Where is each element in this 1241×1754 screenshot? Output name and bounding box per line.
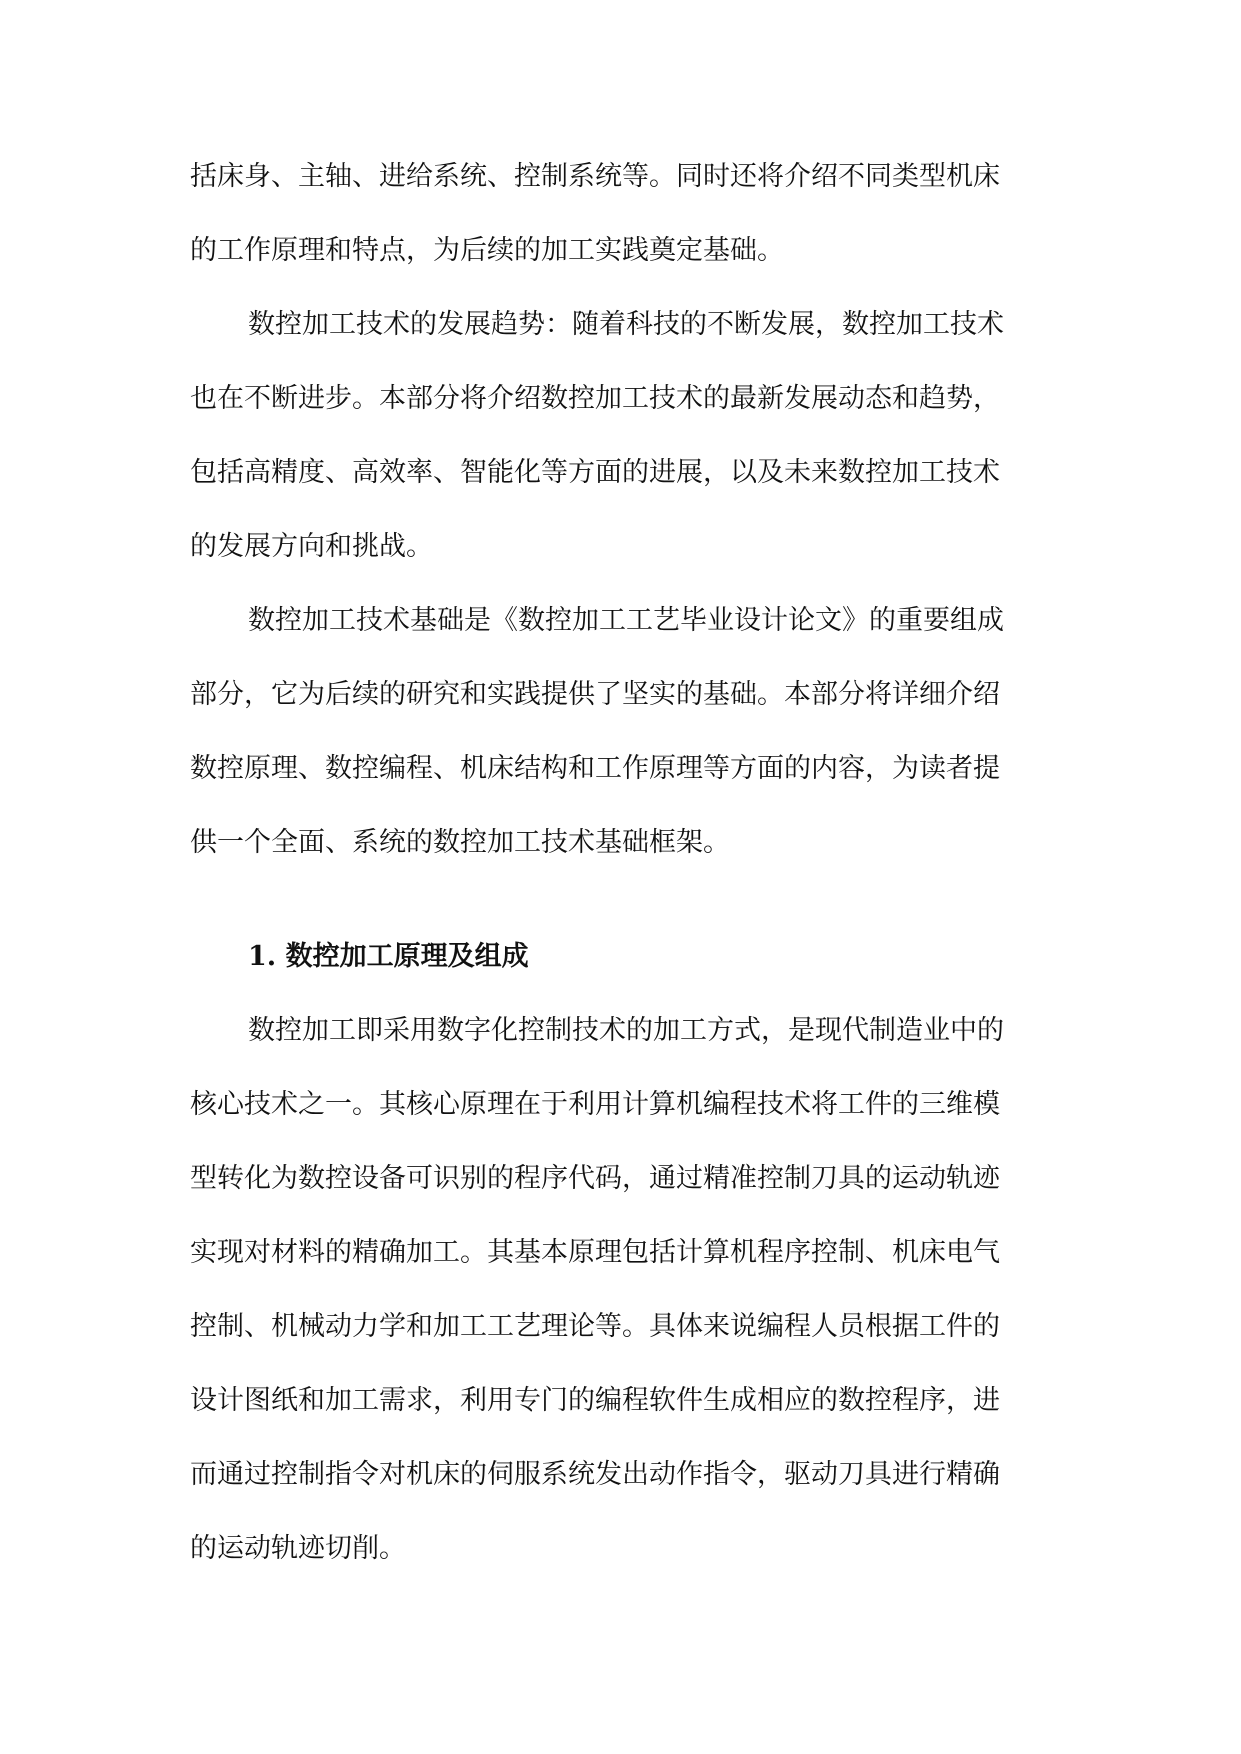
section-heading: 1. 数控加工原理及组成: [248, 941, 529, 972]
text-line: 数控加工即采用数字化控制技术的加工方式，是现代制造业中的: [248, 1015, 1004, 1046]
text-line: 也在不断进步。本部分将介绍数控加工技术的最新发展动态和趋势，: [190, 383, 1000, 414]
text-line: 核心技术之一。其核心原理在于利用计算机编程技术将工件的三维模: [190, 1089, 1000, 1120]
text-line: 括床身、主轴、进给系统、控制系统等。同时还将介绍不同类型机床: [190, 161, 1000, 192]
section-paragraph: [190, 994, 1052, 1586]
text-line: 实现对材料的精确加工。其基本原理包括计算机程序控制、机床电气: [190, 1237, 1000, 1268]
text-line: 型转化为数控设备可识别的程序代码，通过精准控制刀具的运动轨迹: [190, 1163, 1000, 1194]
text-line: 供一个全面、系统的数控加工技术基础框架。: [190, 827, 730, 858]
text-line: 的发展方向和挑战。: [190, 531, 433, 562]
paragraph-1: [190, 140, 1052, 288]
text-line: 控制、机械动力学和加工工艺理论等。具体来说编程人员根据工件的: [190, 1311, 1000, 1342]
text-line: 而通过控制指令对机床的伺服系统发出动作指令，驱动刀具进行精确: [190, 1459, 1000, 1490]
text-line: 部分，它为后续的研究和实践提供了坚实的基础。本部分将详细介绍: [190, 679, 1000, 710]
text-line: 数控加工技术基础是《数控加工工艺毕业设计论文》的重要组成: [248, 605, 1004, 636]
paragraph-3: [190, 584, 1052, 880]
text-line: 包括高精度、高效率、智能化等方面的进展，以及未来数控加工技术: [190, 457, 1000, 488]
paragraph-2: [190, 288, 1052, 584]
text-line: 数控加工技术的发展趋势：随着科技的不断发展，数控加工技术: [248, 309, 1004, 340]
text-line: 的工作原理和特点，为后续的加工实践奠定基础。: [190, 235, 784, 266]
text-line: 数控原理、数控编程、机床结构和工作原理等方面的内容，为读者提: [190, 753, 1000, 784]
text-line: 的运动轨迹切削。: [190, 1533, 406, 1564]
document-body: [190, 140, 1052, 1586]
text-line: 设计图纸和加工需求，利用专门的编程软件生成相应的数控程序，进: [190, 1385, 1000, 1416]
